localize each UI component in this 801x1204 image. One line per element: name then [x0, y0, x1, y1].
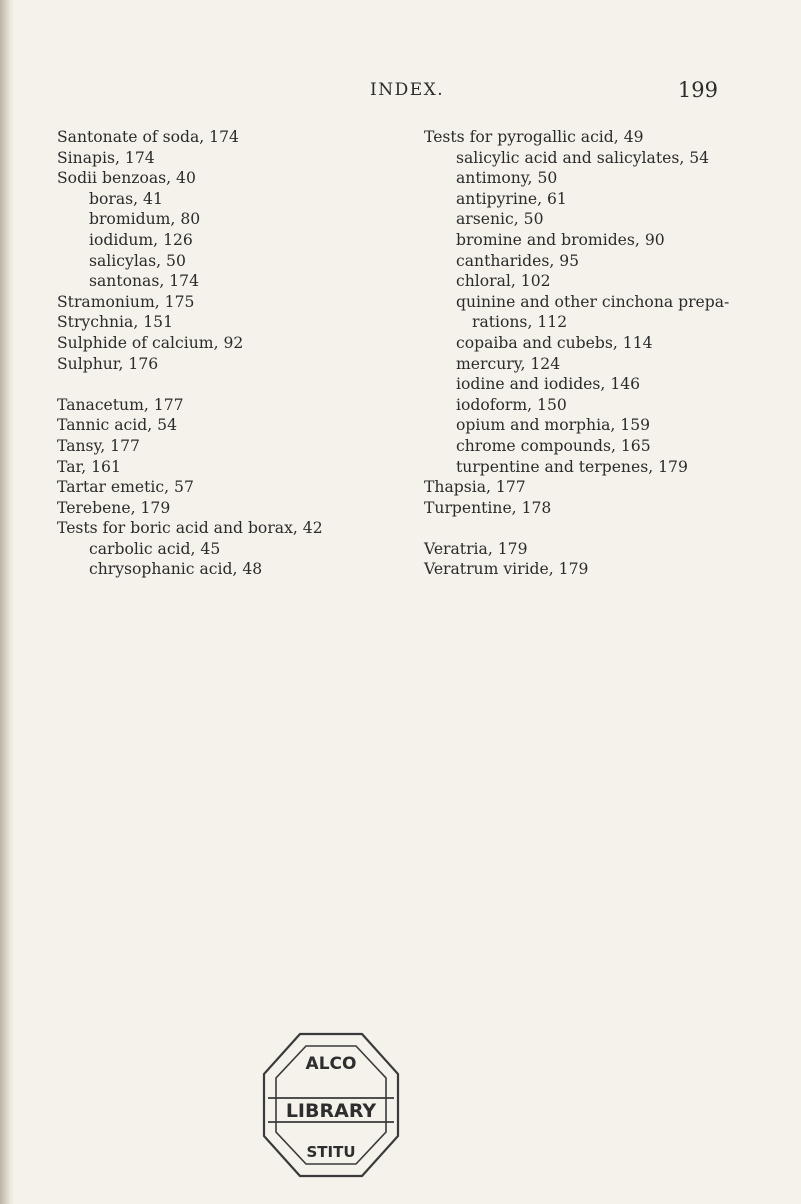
index-entry: Strychnia, 151: [57, 313, 173, 332]
index-entry: Terebene, 179: [57, 498, 171, 517]
index-entry: Tests for boric acid and borax, 42: [57, 519, 323, 538]
index-subentry: bromine and bromides, 90: [456, 230, 665, 249]
index-entry: Veratrum viride, 179: [424, 560, 589, 579]
index-column-right: [424, 127, 754, 580]
index-subentry: chrysophanic acid, 48: [89, 560, 263, 579]
index-entry: Tanacetum, 177: [57, 395, 184, 414]
stamp-top-text: ALCO: [305, 1054, 357, 1074]
index-subentry: boras, 41: [89, 189, 163, 208]
library-stamp: [256, 1024, 406, 1184]
index-entry: Sodii benzoas, 40: [57, 169, 196, 188]
index-subentry: rations, 112: [472, 313, 568, 332]
page-header: [370, 80, 730, 104]
index-subentry: iodidum, 126: [89, 230, 193, 249]
index-subentry: antipyrine, 61: [456, 189, 567, 208]
index-subentry: arsenic, 50: [456, 210, 544, 229]
stamp-center-text: LIBRARY: [285, 1100, 377, 1122]
page-title: INDEX.: [370, 80, 445, 100]
index-subentry: bromidum, 80: [89, 210, 201, 229]
index-gap: [424, 518, 754, 539]
index-entry: Veratria, 179: [424, 539, 528, 558]
index-subentry: antimony, 50: [456, 169, 558, 188]
index-subentry: santonas, 174: [89, 272, 200, 291]
index-entry: Tests for pyrogallic acid, 49: [424, 128, 644, 146]
page-edge-shadow: [0, 0, 14, 1204]
index-gap: [57, 374, 387, 395]
index-subentry: quinine and other cinchona prepa-: [456, 292, 730, 311]
index-entry: Tannic acid, 54: [57, 416, 178, 435]
index-subentry: carbolic acid, 45: [89, 539, 221, 558]
index-subentry: opium and morphia, 159: [456, 416, 651, 435]
index-subentry: salicylic acid and salicylates, 54: [456, 148, 710, 167]
index-entry: Tar, 161: [57, 457, 121, 476]
index-subentry: cantharides, 95: [456, 251, 580, 270]
index-subentry: iodoform, 150: [456, 395, 567, 414]
index-subentry: copaiba and cubebs, 114: [456, 333, 653, 352]
index-subentry: mercury, 124: [456, 354, 561, 373]
index-entry: Stramonium, 175: [57, 292, 195, 311]
index-subentry: turpentine and terpenes, 179: [456, 457, 688, 476]
index-entry: Sulphide of calcium, 92: [57, 333, 244, 352]
stamp-bottom-text: STITU: [306, 1143, 356, 1161]
index-entry: Thapsia, 177: [424, 478, 526, 497]
index-subentry: chloral, 102: [456, 272, 551, 291]
index-subentry: salicylas, 50: [89, 251, 186, 270]
index-entry: Sinapis, 174: [57, 148, 155, 167]
page-number: 199: [677, 78, 718, 102]
index-entry: Santonate of soda, 174: [57, 128, 239, 146]
index-entry: Tansy, 177: [57, 436, 140, 455]
index-entry: Tartar emetic, 57: [57, 478, 194, 497]
index-subentry: chrome compounds, 165: [456, 436, 651, 455]
index-column-left: [57, 127, 387, 580]
index-entry: Turpentine, 178: [424, 498, 552, 517]
index-subentry: iodine and iodides, 146: [456, 375, 641, 394]
index-entry: Sulphur, 176: [57, 354, 159, 373]
